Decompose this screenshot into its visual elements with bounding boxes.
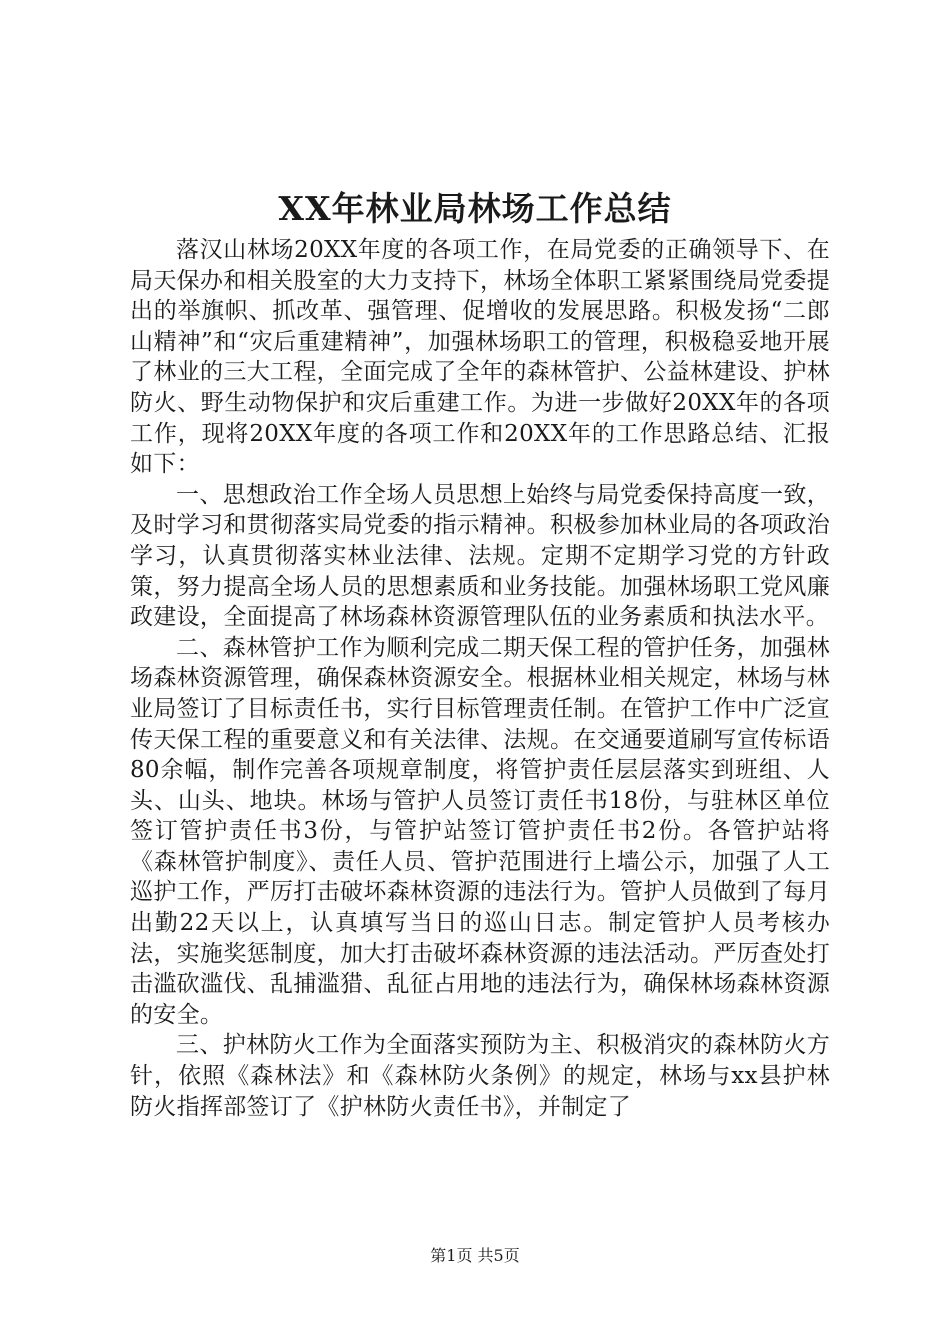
page-number-footer: 第1页 共5页 <box>430 1246 520 1265</box>
paragraph-forest-protection: 二、森林管护工作为顺利完成二期天保工程的管护任务，加强林场森林资源管理，确保森林资源安全。根据林业相关规定，林场与林业局签订了目标责任书，实行目标管理责任制。在管护工作中广泛宣传天保工程的重要意义和有关法律、法规。在交通要道刷写宣传标语80余幅，制作完善各项规章制度，将管护责任层层落实到班组、人头、山头、地块。林场与管护人员签订责任书18份，与驻林区单位签订管护责任书3份，与管护站签订管护责任书2份。各管护站将《森林管护制度》、责任人员、管护范围进行上墙公示，加强了人工巡护工作，严厉打击破坏森林资源的违法行为。管护人员做到了每月出勤22天以上，认真填写当日的巡山日志。制定管护人员考核办法，实施奖惩制度，加大打击破坏森林资源的违法活动。严厉查处打击滥砍滥伐、乱捕滥猎、乱征占用地的违法行为，确保林场森林资源的安全。 <box>130 634 830 1028</box>
paragraph-intro: 落汉山林场20XX年度的各项工作，在局党委的正确领导下、在局天保办和相关股室的大力支持下，林场全体职工紧紧围绕局党委提出的举旗帜、抓改革、强管理、促增收的发展思路。积极发扬“二郎山精神”和“灾后重建精神”，加强林场职工的管理，积极稳妥地开展了林业的三大工程，全面完成了全年的森林管护、公益林建设、护林防火、野生动物保护和灾后重建工作。为进一步做好20XX年的各项工作，现将20XX年度的各项工作和20XX年的工作思路总结、汇报如下： <box>130 237 830 478</box>
paragraph-political-work: 一、思想政治工作全场人员思想上始终与局党委保持高度一致，及时学习和贯彻落实局党委的指示精神。积极参加林业局的各项政治学习，认真贯彻落实林业法律、法规。定期不定期学习党的方针政策，努力提高全场人员的思想素质和业务技能。加强林场职工党风廉政建设，全面提高了林场森林资源管理队伍的业务素质和执法水平。 <box>130 481 830 631</box>
paragraph-fire-prevention: 三、护林防火工作为全面落实预防为主、积极消灾的森林防火方针，依照《森林法》和《森林防火条例》的规定，林场与xx县护林防火指挥部签订了《护林防火责任书》，并制定了 <box>130 1032 830 1120</box>
document-body <box>130 235 830 1122</box>
document-title: XX年林业局林场工作总结 <box>278 189 672 228</box>
